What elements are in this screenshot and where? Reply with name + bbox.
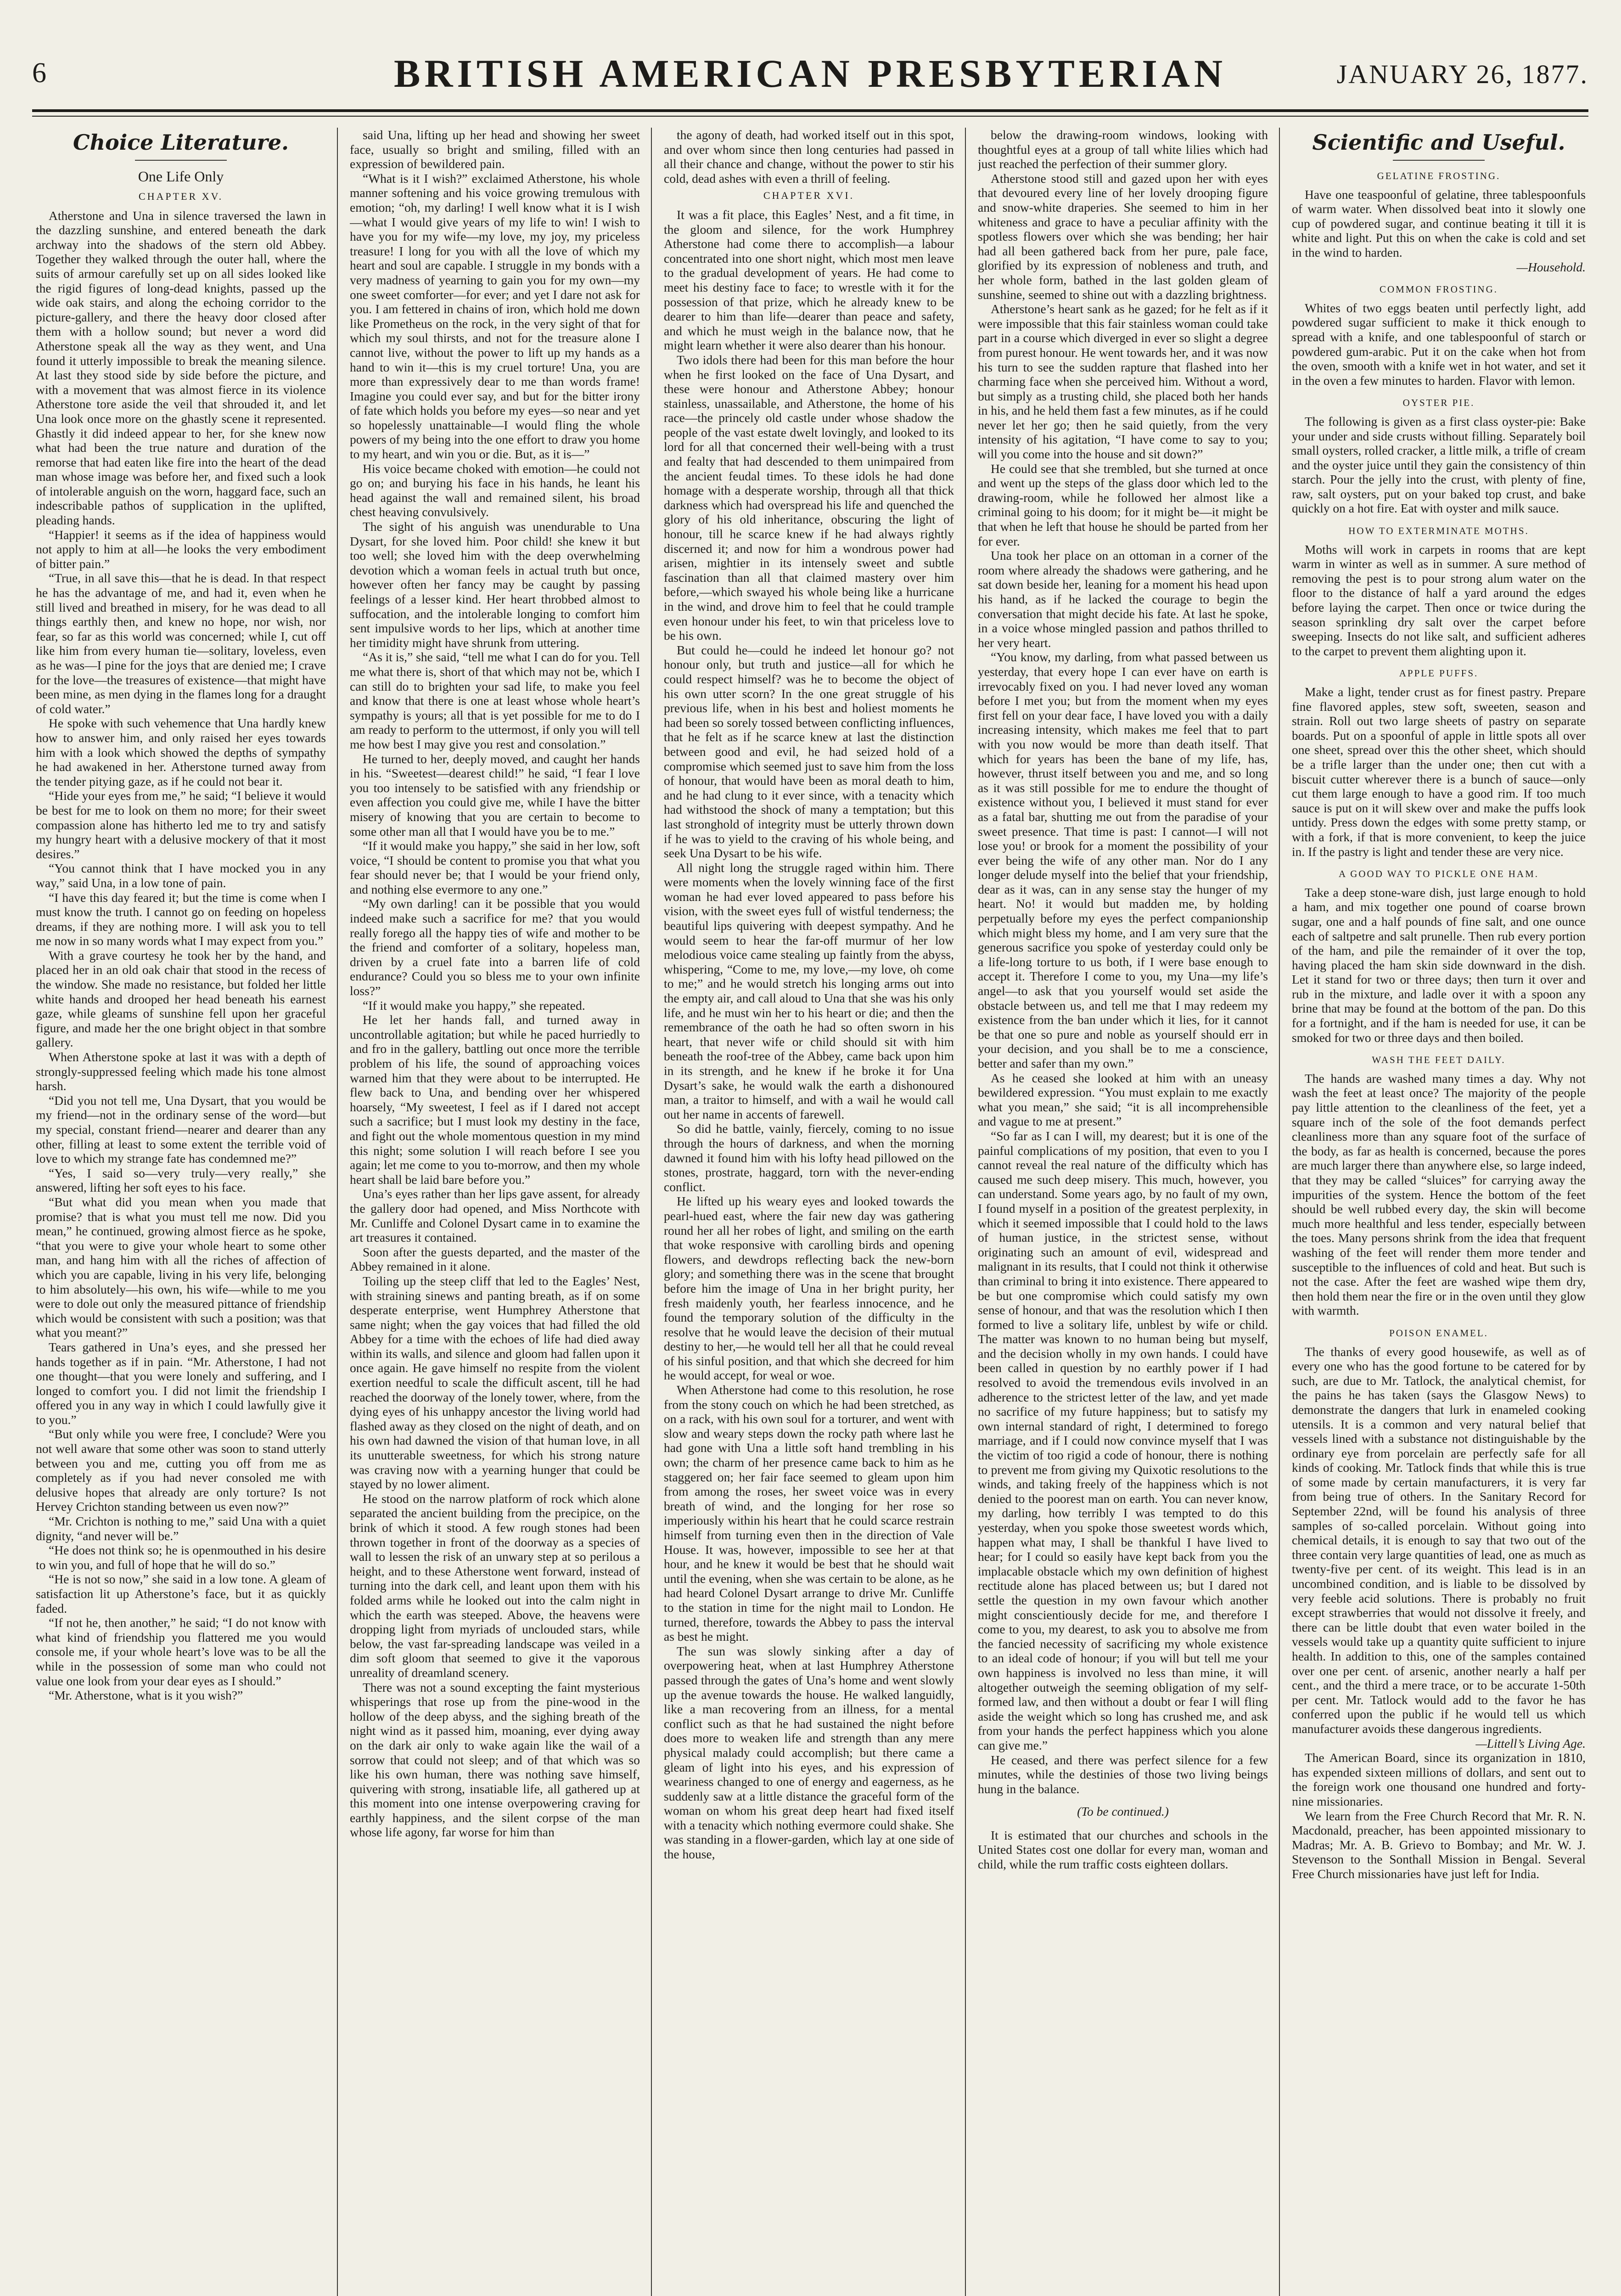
story-title: One Life Only xyxy=(138,168,224,185)
paragraph: Tears gathered in Una’s eyes, and she pressed her hands together as if in pain. “Mr. Atherstone, I had not one thought—that you were lonely and suffering, and I longed to comfort you. I did not limit the friendship I offered you in any way in which I could lawfully give it to you.” xyxy=(36,1339,326,1427)
page-number: 6 xyxy=(32,57,46,89)
paragraph: “If it would make you happy,” she said in her low, soft voice, “I should be content to promise you that what you fear should never be; that I would be your friend only, and nothing else evermore to any one.” xyxy=(350,838,640,896)
paragraph: We learn from the Free Church Record that Mr. R. N. Macdonald, preacher, has been appointed missionary to Madras; Mr. A. B. Grievo to Bombay; and Mr. W. J. Stevenson to the Sonthall Mission in Bengal. Several Free Church missionaries have just left for India. xyxy=(1292,1808,1586,1881)
paragraph: the agony of death, had worked itself out in this spot, and over whom since then long centuries had passed in all their chance and change, without the power to stir his cold, dead ashes with even a thrill of feeling. xyxy=(664,128,954,186)
paragraph: “But what did you mean when you made that promise? that is what you must tell me now. Did you mean,” he continued, growing almost fierce as he spoke, “that you were to give your whole heart to some other man, and hang him with all the riches of affection of which you are capable, living in his very life, belonging to him absolutely—his own, his wife—while to me you were to dole out only the measured pittance of friendship which would be consistent with such a position; was that what you meant?” xyxy=(36,1194,326,1340)
masthead-rule xyxy=(32,109,1588,112)
section-heading: OYSTER PIE. xyxy=(1402,397,1475,409)
paragraph: Una took her place on an ottoman in a corner of the room where already the shadows were gathering, and he sat down beside her, leaning for a moment his head upon his hand, as if he lacked the courage to begin the conversation that might decide his fate. At last he spoke, in a voice whose mingled passion and pathos thrilled to her very heart. xyxy=(978,548,1268,650)
paragraph: Take a deep stone-ware dish, just large enough to hold a ham, and mix together one pound of coarse brown sugar, one and a half pounds of fine salt, and one ounce each of saltpetre and salt prunelle. Then rub every portion of the ham, and pile the remainder of it over the top, having placed the ham skin side downward in the dish. Let it stand for two or three days; then turn it over and rub in the mixture, and ladle over it with a spoon any brine that may be found at the bottom of the pan. Do this for a fortnight, and if the ham is needed for use, it can be smoked for two or three days and then boiled. xyxy=(1292,885,1586,1045)
paragraph: Moths will work in carpets in rooms that are kept warm in winter as well as in summer. A sure method of removing the pest is to pour strong alum water on the floor to the distance of half a yard around the edges before laying the carpet. Then once or twice during the season sprinkling dry salt over the carpet before sweeping. Insects do not like salt, and sufficient adheres to the carpet to prevent them alighting upon it. xyxy=(1292,542,1586,658)
paragraph: Toiling up the steep cliff that led to the Eagles’ Nest, with straining sinews and panting breath, as if on some desperate enterprise, went Humphrey Atherstone that same night; when the gay voices that had filled the old Abbey for a time with the echoes of life had died away within its walls, and silence and gloom had fallen upon it once again. He gave himself no respite from the violent exertion needful to scale the difficult ascent, till he had reached the doorway of the lonely tower, where, from the dying eyes of his unhappy ancestor the living world had flashed away as they closed on the night of death, and on his own had dawned the vision of that human love, in all its unutterable sweetness, for which his strong nature was craving now with a yearning hunger that could be stayed by no lower aliment. xyxy=(350,1273,640,1491)
heading-rule xyxy=(135,160,227,161)
paragraph: “Mr. Atherstone, what is it you wish?” xyxy=(49,1688,243,1703)
paragraph: Soon after the guests departed, and the master of the Abbey remained in it alone. xyxy=(350,1244,640,1274)
news-item xyxy=(978,1828,1268,1872)
department-heading: Scientific and Useful. xyxy=(1312,130,1565,155)
paragraph: The sight of his anguish was unendurable to Una Dysart, for she loved him. Poor child! she knew it but too well; she loved him with the deep overwhelming devotion which a woman feels in actual truth but once, however often her fancy may be caught by passing feelings of a lesser kind. Her heart throbbed almost to suffocation, and the intolerable longing to comfort him sent impulsive words to her lips, which at another time her timidity might have shrunk from uttering. xyxy=(350,519,640,650)
to-be-continued: (To be continued.) xyxy=(1077,1804,1169,1819)
paragraph: Una’s eyes rather than her lips gave assent, for already the gallery door had opened, and Miss Northcote with Mr. Cunliffe and Colonel Dysart came in to examine the art treasures it contained. xyxy=(350,1187,640,1245)
paragraph: It is estimated that our churches and schools in the United States cost one dollar for every man, woman and child, while the rum traffic costs eighteen dollars. xyxy=(978,1828,1268,1872)
paragraph: said Una, lifting up her head and showing her sweet face, usually so bright and smiling, filled with an expression of bewildered pain. xyxy=(350,128,640,171)
paragraph: There was not a sound excepting the faint mysterious whisperings that rose up from the pine-wood in the hollow of the deep abyss, and the sighing breath of the night wind as it passed him, moaning, ever dying away on the dark air only to wake again like the wail of a sorrow that could not sleep; and of that which was so like his own human, there was nothing save himself, quivering with strong, insatiable life, all gathered up at this moment into one intense overpowering craving for earthly happiness, and the silent corpse of the man whose life agony, far worse for him than xyxy=(350,1680,640,1840)
paragraph: All night long the struggle raged within him. There were moments when the lovely winning face of the first woman he had ever loved appeared to pass before his vision, with the sweet eyes full of wistful tenderness; the beautiful lips quivering with deepest sympathy. And he would seem to hear the far-off murmur of her low melodious voice came stealing up faintly from the abyss, whispering, “Come to me, my love,—my love, oh come to me;” and he would stretch his longing arms out into the empty air, and call aloud to Una that she was his only life, and he must win her to his heart or die; and then the remembrance of the oath he had so often sworn in his heart, that never wife or child should sit with him beneath the roof-tree of the Abbey, came back upon him in its strength, and he knew if he broke it for Una Dysart’s sake, he would walk the earth a dishonoured man, a traitor to himself, and with a wail he would call out her name in accents of farewell. xyxy=(664,860,954,1121)
masthead-rule-thin xyxy=(32,116,1588,117)
paragraph: “My own darling! can it be possible that you would indeed make such a sacrifice for me? that you would really forego all the happy ties of wife and mother to be the friend and comforter of a solitary, hopeless man, driven by a cruel fate into a barren life of cold endurance? Could you so bless me to your own infinite loss?” xyxy=(350,896,640,998)
story-text xyxy=(664,208,954,1862)
paragraph: The sun was slowly sinking after a day of overpowering heat, when at last Humphrey Atherstone passed through the gates of Una’s home and went slowly up the avenue towards the house. He walked languidly, like a man recovering from an illness, for a mental conflict such as that he had sustained the night before does more to weaken life and strength than any mere physical malady could accomplish; but there came a gleam of light into his eyes, and his expression of weariness changed to one of energy and eagerness, as he suddenly saw at a little distance the graceful form of the woman on whom his great deep heart had fixed itself with a tenacity which nothing evermore could shake. She was standing in a flower-garden, which lay at one side of the house, xyxy=(664,1643,954,1862)
paragraph: The hands are washed many times a day. Why not wash the feet at least once? The majority of the people pay little attention to the cleanliness of the feet, yet a square inch of the sole of the foot demands perfect cleanliness more than any square foot of the surface of the body, as far as health is concerned, because the pores are much larger there than anywhere else, so large indeed, that they may be called “sluices” for carrying away the impurities of the system. Hence the bottom of the feet should be well rubbed every day, the skin will become much more healthful and less tender, especially between the toes. Many persons shrink from the idea that frequent washing of the feet will render them more tender and susceptible to the influences of cold and heat. But such is not the case. After the feet are washed wipe them dry, then hold them near the fire or in the oven until they glow with warmth. xyxy=(1292,1071,1586,1318)
paragraph: “Hide your eyes from me,” he said; “I believe it would be best for me to look on them no more; for their sweet compassion alone has hitherto led me to try and satisfy my hungry heart with a delusive mockery of that it most desires.” xyxy=(36,788,326,861)
column-1 xyxy=(36,128,326,2296)
issue-date: JANUARY 26, 1877. xyxy=(1336,59,1588,89)
paragraph: “If not he, then another,” he said; “I do not know with what kind of friendship you flattered me you would console me, if your whole heart’s love was to be all the while in the possession of some man who could not value one look from your dear eyes as I should.” xyxy=(36,1615,326,1688)
paragraph: “True, in all save this—that he is dead. In that respect he has the advantage of me, and had it, even when he still lived and breathed in misery, for he was dead to all things earthly then, and knew no hope, nor wish, nor fear, so far as this world was concerned; while I, cut off like him from every human tie—solitary, loveless, even as he was—I pine for the joys that are denied me; I crave for the love—the treasures of existence—that might have been mine, as men dying in the flames long for a draught of cold water.” xyxy=(36,571,326,716)
paragraph: So did he battle, vainly, fiercely, coming to no issue through the hours of darkness, and when the morning dawned it found him with his lofty head pillowed on the stones, prostrate, haggard, torn with the never-ending conflict. xyxy=(664,1121,954,1194)
paragraph: “He does not think so; he is openmouthed in his desire to win you, and full of hope that he will do so.” xyxy=(36,1543,326,1572)
heading-rule xyxy=(1393,160,1485,161)
paragraph: Atherstone and Una in silence traversed the lawn in the dazzling sunshine, and entered beneath the dark archway into the shadows of the stern old Abbey. Together they walked through the outer hall, where the suits of armour carefully set up on all sides looked like the rigid figures of long-dead knights, passed up the wide oak stairs, and along the echoing corridor to the picture-gallery, and there the heavy door closed after them with a hollow sound; but never a word did Atherstone speak all the way as they went, and Una found it utterly impossible to break the meaning silence. At last they stood side by side before the picture, and with a movement that was almost fierce in its violence Atherstone tore aside the veil that shrouded it, and let Una look once more on the ghastly scene it represented. Ghastly it did indeed appear to her, for she knew now what had been the true nature and duration of the remorse that had eaten like fire into the heart of the dead man whose image was before her, and fixed such a look of intolerable anguish on the worn, haggard face, such an indescribable pathos of supplication in the uplifted, pleading hands. xyxy=(36,208,326,528)
column-2 xyxy=(350,128,640,2296)
paragraph: He turned to her, deeply moved, and caught her hands in his. “Sweetest—dearest child!” he said, “I fear I love you too intensely to be satisfied with any friendship or even affection you could give me, while I have the bitter misery of knowing that you are certain to become to some other man all that I would have you be to me.” xyxy=(350,751,640,838)
recipe-sections xyxy=(1292,169,1586,1750)
news-items xyxy=(1292,1750,1586,1881)
paragraph: Have one teaspoonful of gelatine, three tablespoonfuls of warm water. When dissolved beat into it slowly one cup of powdered sugar, and continue beating it till it is white and light. Put this on when the cake is cold and set in the wind to harden. xyxy=(1292,187,1586,259)
paragraph: He lifted up his weary eyes and looked towards the pearl-hued east, where the fair new day was gathering round her all her robes of light, and smiling on the earth that woke responsive with carolling birds and opening flowers, and dewdrops reflecting back the new-born glory; and something there was in the scene that brought before him the image of Una in her bright purity, her fresh maidenly youth, her fearless innocence, and he found the temporary solution of the difficulty in the resolve that he would leave the decision of their mutual destiny to her,—he would tell her all that he could reveal of his sinful position, and that which she decreed for him he would accept, for weal or woe. xyxy=(664,1194,954,1383)
paragraph: “He is not so now,” she said in a low tone. A gleam of satisfaction lit up Atherstone’s face, but it as quickly faded. xyxy=(36,1572,326,1615)
paragraph: He spoke with such vehemence that Una hardly knew how to answer him, and only raised her eyes towards him with a look which showed the depths of sympathy he had awakened in her. Atherstone turned away from the tender pitying gaze, as if he could not bear it. xyxy=(36,716,326,788)
column-divider xyxy=(1279,128,1280,2296)
newspaper-title: BRITISH AMERICAN PRESBYTERIAN xyxy=(393,51,1227,96)
paragraph: Whites of two eggs beaten until perfectly light, add powdered sugar sufficient to make it thick enough to spread with a knife, and one tablespoonful of starch or powdered gum-arabic. Put it on the cake when hot from the oven, smooth with a knife wet in hot water, and set it in the oven a few minutes to harden. Flavor with lemon. xyxy=(1292,300,1586,388)
paragraph: It was a fit place, this Eagles’ Nest, and a fit time, in the gloom and silence, for the work Humphrey Atherstone had come there to accomplish—a labour concentrated into one short night, which most men leave to the gradual development of years. He had come to meet his destiny face to face; to wrestle with it for the possession of that prize, which he already knew to be dearer to him than life—dearer than peace and safety, and which he must weigh in the balance now, that he might learn whether it were also dearer than his honour. xyxy=(664,207,954,353)
paragraph: When Atherstone had come to this resolution, he rose from the stony couch on which he had been stretched, as on a rack, with his own soul for a torturer, and went with slow and weary steps down the rocky path where last he had gone with Una a little soft hand trembling in his own; the charm of her presence came back to him as he staggered on; her fair face seemed to gleam upon him from among the roses, her sweet voice was in every breath of wind, and the longing for her rose so imperiously within his heart that he could scarce restrain himself from turning even then in the direction of Vale House. It was, however, impossible to see her at that hour, and he knew it would be best that he should wait until the evening, when she was certain to be alone, as he had heard Colonel Dysart arrange to drive Mr. Cunliffe to the station in time for the night mail to London. He turned, therefore, towards the Abbey to pass the interval as best he might. xyxy=(664,1383,954,1644)
paragraph: Make a light, tender crust as for finest pastry. Prepare fine flavored apples, stew soft, sweeten, season and strain. Roll out two large sheets of pastry on separate boards. Put on a spoonful of apple in little spots all over one sheet, spread over this the other sheet, which should be a trifle larger than the under one; then cut with a biscuit cutter wherever there is a bunch of sauce—only cut them large enough to have a good rim. If too much sauce is put on it will skew over and make the puffs look untidy. Press down the edges with some pretty stamp, or with a fork, if that is more convenient, to keep the juice in. If the pastry is light and tender these are very nice. xyxy=(1292,685,1586,859)
paragraph: But could he—could he indeed let honour go? not honour only, but truth and justice—all for which he could respect himself? was he to become the object of his own utter scorn? In the one great struggle of his previous life, when in his best and holiest moments he had been so sorely tossed between conflicting influences, that he felt as if he scarce knew at last the distinction between good and evil, he had seized hold of a compromise which seemed just to save him from the loss of honour, that would have been as moral death to him, and he had clung to it ever since, with a tenacity which had withstood the shock of many a temptation; but this last stronghold of integrity must be utterly thrown down if he was to yield to the craving of his whole being, and seek Una Dysart to be his wife. xyxy=(664,642,954,861)
department-heading: Choice Literature. xyxy=(73,130,289,155)
paragraph: “You know, my darling, from what passed between us yesterday, that every hope I can ever have on earth is irrevocably fixed on you. I had never loved any woman before I met you; but from the moment when my eyes first fell on your dear face, I have loved you with a daily increasing intensity, which makes me feel that to part with you now would be more than death itself. That which for years has been the bane of my life, has, however, thrust itself between you and me, and so long as it was still possible for me to endure the thought of existence without you, I believed it must stand for ever as a fatal bar, shutting me out from the paradise of your sweet presence. That time is past: I cannot—I will not lose you! or brook for a moment the possibility of your ever being the wife of any other man. Nor do I any longer delude myself into the belief that your friendship, dear as it was, can in any sense stay the hunger of my heart. No! it would but madden me, by holding perpetually before my eyes the perfect companionship which might bless my home, and I am very sure that the generous sacrifice you spoke of yesterday could only be a life-long torture to us both, if I were base enough to accept it. Therefore I come to you, my Una—my life’s angel—to ask that you yourself would set aside the obstacle between us, and tell me that I may redeem my existence from the ban under which it lies, for it cannot be that one so pure and noble as yourself should err in your decision, and you shall be to me a conscience, better and safer than my own.” xyxy=(978,650,1268,1070)
column-divider xyxy=(965,128,966,2296)
story-text xyxy=(350,128,640,1840)
paragraph: “Mr. Crichton is nothing to me,” said Una with a quiet dignity, “and never will be.” xyxy=(36,1514,326,1543)
column-divider xyxy=(651,128,652,2296)
paragraph: He could see that she trembled, but she turned at once and went up the steps of the glass door which led to the drawing-room, while he followed her almost like a criminal going to his doom; for it might be—it might be that when he left that house he should be parted from her for ever. xyxy=(978,461,1268,548)
paragraph: “So far as I can I will, my dearest; but it is one of the painful complications of my position, that even to you I cannot reveal the real nature of the difficulty which has caused me such deep misery. This much, however, you can understand. Some years ago, by no fault of my own, I found myself in a position of the greatest perplexity, in which it seemed impossible that I could hold to the laws of human justice, in the strictest sense, without originating such an amount of evil, widespread and malignant in its results, that I could not think it otherwise than criminal to bring it into existence. There appeared to be but one compromise which could satisfy my own sense of honour, and that was the resolution which I then formed to live a solitary life, unblest by wife or child. The matter was known to no human being but myself, and the decision wholly in my own hands. I could have been called in question by no earthly power if I had resolved to avoid the tremendous evils involved in an adherence to the strictest letter of the law, and yet made no sacrifice of my future happiness; but to satisfy my own internal standard of right, I determined to forego marriage, and if I could now convince myself that I was the victim of too rigid a code of honour, there is nothing to prevent me from giving my Quixotic resolutions to the winds, and taking freely of the happiness which is not denied to the poorest man on earth. You can never know, my darling, how terribly I was tempted to do this yesterday, when you spoke those sweetest words which, happen what may, I shall be thankful I have lived to hear; for I could so easily have kept back from you the implacable obstacle which my own definition of highest rectitude alone has placed between us; but I dared not settle the question in my own favour which another might conscientiously decide for me, and therefore I come to you, my dearest, to ask you to absolve me from the fancied necessity of sacrificing my whole existence to an ideal code of honour; if you will but tell me your own happiness is involved no less than mine, it will altogether outweigh the seeming obligation of my self-formed law, and then without a doubt or fear I will fling aside the weight which so long has crushed me, and ask from your hands the perfect happiness which you alone can give me.” xyxy=(978,1128,1268,1752)
paragraph: “As it is,” she said, “tell me what I can do for you. Tell me what there is, short of that which may not be, which I can still do to brighten your sad life, to make you feel and know that there is one at least whose whole heart’s sympathy is yours; all that is yet possible for me to do I am ready to perform to the uttermost, if only you will tell me how best I may give you rest and consolation.” xyxy=(350,650,640,751)
section-heading: A GOOD WAY TO PICKLE ONE HAM. xyxy=(1338,868,1539,880)
paragraph: The American Board, since its organization in 1810, has expended sixteen millions of dollars, and sent out to the foreign work one thousand one hundred and forty-nine missionaries. xyxy=(1292,1750,1586,1808)
paragraph: Atherstone stood still and gazed upon her with eyes that devoured every line of her lovely drooping figure and snow-white draperies. She seemed to him in her whiteness and grace to have a peculiar affinity with the spotless flowers over which she was bending; her hair had all been gathered back from her pure, pale face, glorified by its expression of nobleness and truth, and her whole form, bathed in the last golden gleam of sunshine, seemed to shine out with a dazzling brightness. xyxy=(978,171,1268,302)
masthead xyxy=(32,51,1588,106)
paragraph: “But only while you were free, I conclude? Were you not well aware that some other was soon to stand utterly between you and me, cutting you off from me as completely as if you had never consoled me with delusive hopes that already are only torture? Is not Hervey Crichton standing between us even now?” xyxy=(36,1427,326,1514)
paragraph: “Did you not tell me, Una Dysart, that you would be my friend—not in the ordinary sense of the word—but my special, constant friend—nearer and dearer than any other, filling at least to some extent the terrible void of love to which my strange fate has condemned me?” xyxy=(36,1093,326,1166)
section-heading: COMMON FROSTING. xyxy=(1379,284,1498,295)
paragraph: The thanks of every good housewife, as well as of every one who has the good fortune to be catered for by such, are due to Mr. Tatlock, the analytical chemist, for the pains he has taken (says the Glasgow News) to demonstrate the dangers that lurk in enameled cooking utensils. It is a common and very natural belief that vessels lined with a substance not distinguishable by the ordinary eye from porcelain are perfectly safe for all kinds of cooking. Mr. Tatlock finds that while this is true of some made by certain manufacturers, it is very far from being true of others. In the Sanitary Record for September 22nd, will be found his analysis of three samples of so-called porcelain. Without going into chemical details, it is enough to say that two out of the three contain very large quantities of lead, one as much as twenty-five per cent. of its weight. This lead is in an uncombined condition, and is liable to be dissolved by very feeble acid solutions. There is probably no fruit except strawberries that would not dissolve it freely, and there can be little doubt that even water boiled in the vessels would take up a quantity quite sufficient to injure health. In addition to this, one of the samples contained over one per cent. of arsenic, another nearly a half per cent., and the third a mere trace, or to be accurate 1-50th per cent. Mr. Tatlock would add to the favor he has conferred upon the public if he would tell us which manufacturer avoids these dangerous ingredients. xyxy=(1292,1344,1586,1736)
paragraph: He ceased, and there was perfect silence for a few minutes, while the destinies of those two living beings hung in the balance. xyxy=(978,1752,1268,1796)
paragraph: “You cannot think that I have mocked you in any way,” said Una, in a low tone of pain. xyxy=(36,861,326,890)
section-heading: GELATINE FROSTING. xyxy=(1377,170,1501,181)
section-heading: APPLE PUFFS. xyxy=(1399,668,1479,679)
section-heading: HOW TO EXTERMINATE MOTHS. xyxy=(1348,525,1529,537)
paragraph: The following is given as a first class oyster-pie: Bake your under and side crusts without filling. Separately boil small oysters, rolled cracker, a little milk, a trifle of cream and the oyster juice until they gain the consistency of thin starch. Pour the jelly into the crust, with plenty of fine, raw, salt oysters, put on your baked top crust, and bake quickly on a hot fire. Eat with oyster and milk sauce. xyxy=(1292,414,1586,516)
column-5 xyxy=(1292,128,1586,2296)
paragraph: “Yes, I said so—very truly—very really,” she answered, lifting her soft eyes to his face. xyxy=(36,1165,326,1195)
paragraph: Two idols there had been for this man before the hour when he first looked on the face of Una Dysart, and these were honour and Atherstone Abbey; honour stainless, unassailable, and Atherstone, the home of his race—the princely old castle under whose shadow the people of the vast estate dwelt lovingly, and looked to its lord for all that concerned their well-being with a trust and fealty that had descended to them unimpaired from the ancient feudal times. To these idols he had done homage with a desperate worship, through all that thick darkness which had overspread his life and quenched the glory of his old inheritance, obscuring the light of honour, till he scarce knew if he had always rightly discerned it; and now for him a wondrous power had arisen, mightier in its intensely sweet and subtle fascination than all that claimed mastery over him before,—which swayed his whole being like a hurricane in the wind, and drove him to feel that he could trample even honour under his feet, to win that priceless love to be his own. xyxy=(664,352,954,643)
paragraph: When Atherstone spoke at last it was with a depth of strongly-suppressed feeling which made his tone almost harsh. xyxy=(36,1050,326,1093)
paragraph: “What is it I wish?” exclaimed Atherstone, his whole manner softening and his voice growing tremulous with emotion; “oh, my darling! I well know what it is I wish—what I would give years of my life to win! I wish to have you for my wife—my love, my joy, my priceless treasure! I long for you with all the love of which my heart and soul are capable. I struggle in my bonds with a very madness of yearning to gain you for my own—my one sweet comforter—for ever; and yet I dare not ask for you. I am fettered in chains of iron, which hold me down like Prometheus on the rock, in the very sight of that for which my soul thirsts, and not for the treasure alone I cannot live, without the power to lift up my hands as a hand to win it—this is my cruel torture! Una, you are more than expressively dear to me than words frame! Imagine you could ever say, and but for the bitter irony of fate which holds you before my eyes—so near and yet so hopelessly unattainable—I would fling the whole powers of my being into the one effort to draw you home to my heart, and win you or die. But, as it is—” xyxy=(350,171,640,461)
paragraph: “If it would make you happy,” she repeated. xyxy=(363,998,585,1013)
story-text xyxy=(664,128,954,186)
chapter-heading: CHAPTER XV. xyxy=(138,191,224,202)
source-credit: —Household. xyxy=(1516,259,1586,274)
source-credit: —Littell’s Living Age. xyxy=(1475,1736,1586,1750)
paragraph: Atherstone’s heart sank as he gazed; for he felt as if it were impossible that this fair stainless woman could take part in a course which diverged in ever so slight a degree from purest honour. He went towards her, and it was now his turn to see the sudden rapture that flashed into her charming face when she perceived him. Without a word, but simply as a trusting child, she placed both her hands in his, and he held them fast a few minutes, as if he could never let her go; then he said quietly, from the very intensity of his agitation, “I have come to say to you; will you come into the house and sit down?” xyxy=(978,302,1268,461)
column-divider xyxy=(337,128,338,2296)
paragraph: His voice became choked with emotion—he could not go on; and burying his face in his hands, he leant his head against the wall and remained silent, his broad chest heaving convulsively. xyxy=(350,461,640,519)
paragraph: With a grave courtesy he took her by the hand, and placed her in an old oak chair that stood in the recess of the window. She made no resistance, but folded her little white hands and drooped her head beneath his earnest gaze, while gleams of sunshine fell upon her graceful figure, and made her the one bright object in that sombre gallery. xyxy=(36,948,326,1050)
story-text xyxy=(36,208,326,1703)
paragraph: below the drawing-room windows, looking with thoughtful eyes at a group of tall white lilies which had just reached the perfection of their summer glory. xyxy=(978,128,1268,171)
chapter-heading: CHAPTER XVI. xyxy=(763,190,855,202)
paragraph: “Happier! it seems as if the idea of happiness would not apply to him at all—he looks the very embodiment of bitter pain.” xyxy=(36,527,326,571)
paragraph: “I have this day feared it; but the time is come when I must know the truth. I cannot go on feeding on hopeless dreams, if they are nothing more. I will ask you to tell me now in so many words what I may expect from you.” xyxy=(36,890,326,948)
column-3 xyxy=(664,128,954,2296)
section-heading: POISON ENAMEL. xyxy=(1389,1327,1488,1339)
paragraph: He let her hands fall, and turned away in uncontrollable agitation; but while he paced hurriedly to and fro in the gallery, battling out once more the terrible problem of his life, the sound of approaching voices warned him that they were about to be interrupted. He flew back to Una, and bending over her whispered hoarsely, “My sweetest, I feel as if I dared not accept such a sacrifice; but I must look my destiny in the face, and fight out the whole momentous question in my mind this night; some solution I will reach before I see you again; let me come to you to-morrow, and then my whole heart shall be laid bare before you.” xyxy=(350,1013,640,1187)
paragraph: He stood on the narrow platform of rock which alone separated the ancient building from the precipice, on the brink of which it stood. A few rough stones had been thrown together in front of the doorway as a species of wall to lessen the risk of an unwary step at so perilous a height, and to these Atherstone went forward, instead of turning into the dark cell, and leant upon them with his folded arms while he looked out into the calm night in which the earth was steeped. Above, the heavens were dropping light from myriads of unclouded stars, while below, the vast far-spreading landscape was veiled in a dim soft gloom that seemed to give it the vaporous unreality of dreamland scenery. xyxy=(350,1491,640,1680)
story-text xyxy=(978,128,1268,1796)
paragraph: As he ceased she looked at him with an uneasy bewildered expression. “You must explain to me exactly what you mean,” she said; “it is all incomprehensible and vague to me at present.” xyxy=(978,1070,1268,1129)
column-4 xyxy=(978,128,1268,2296)
section-heading: WASH THE FEET DAILY. xyxy=(1372,1054,1506,1066)
